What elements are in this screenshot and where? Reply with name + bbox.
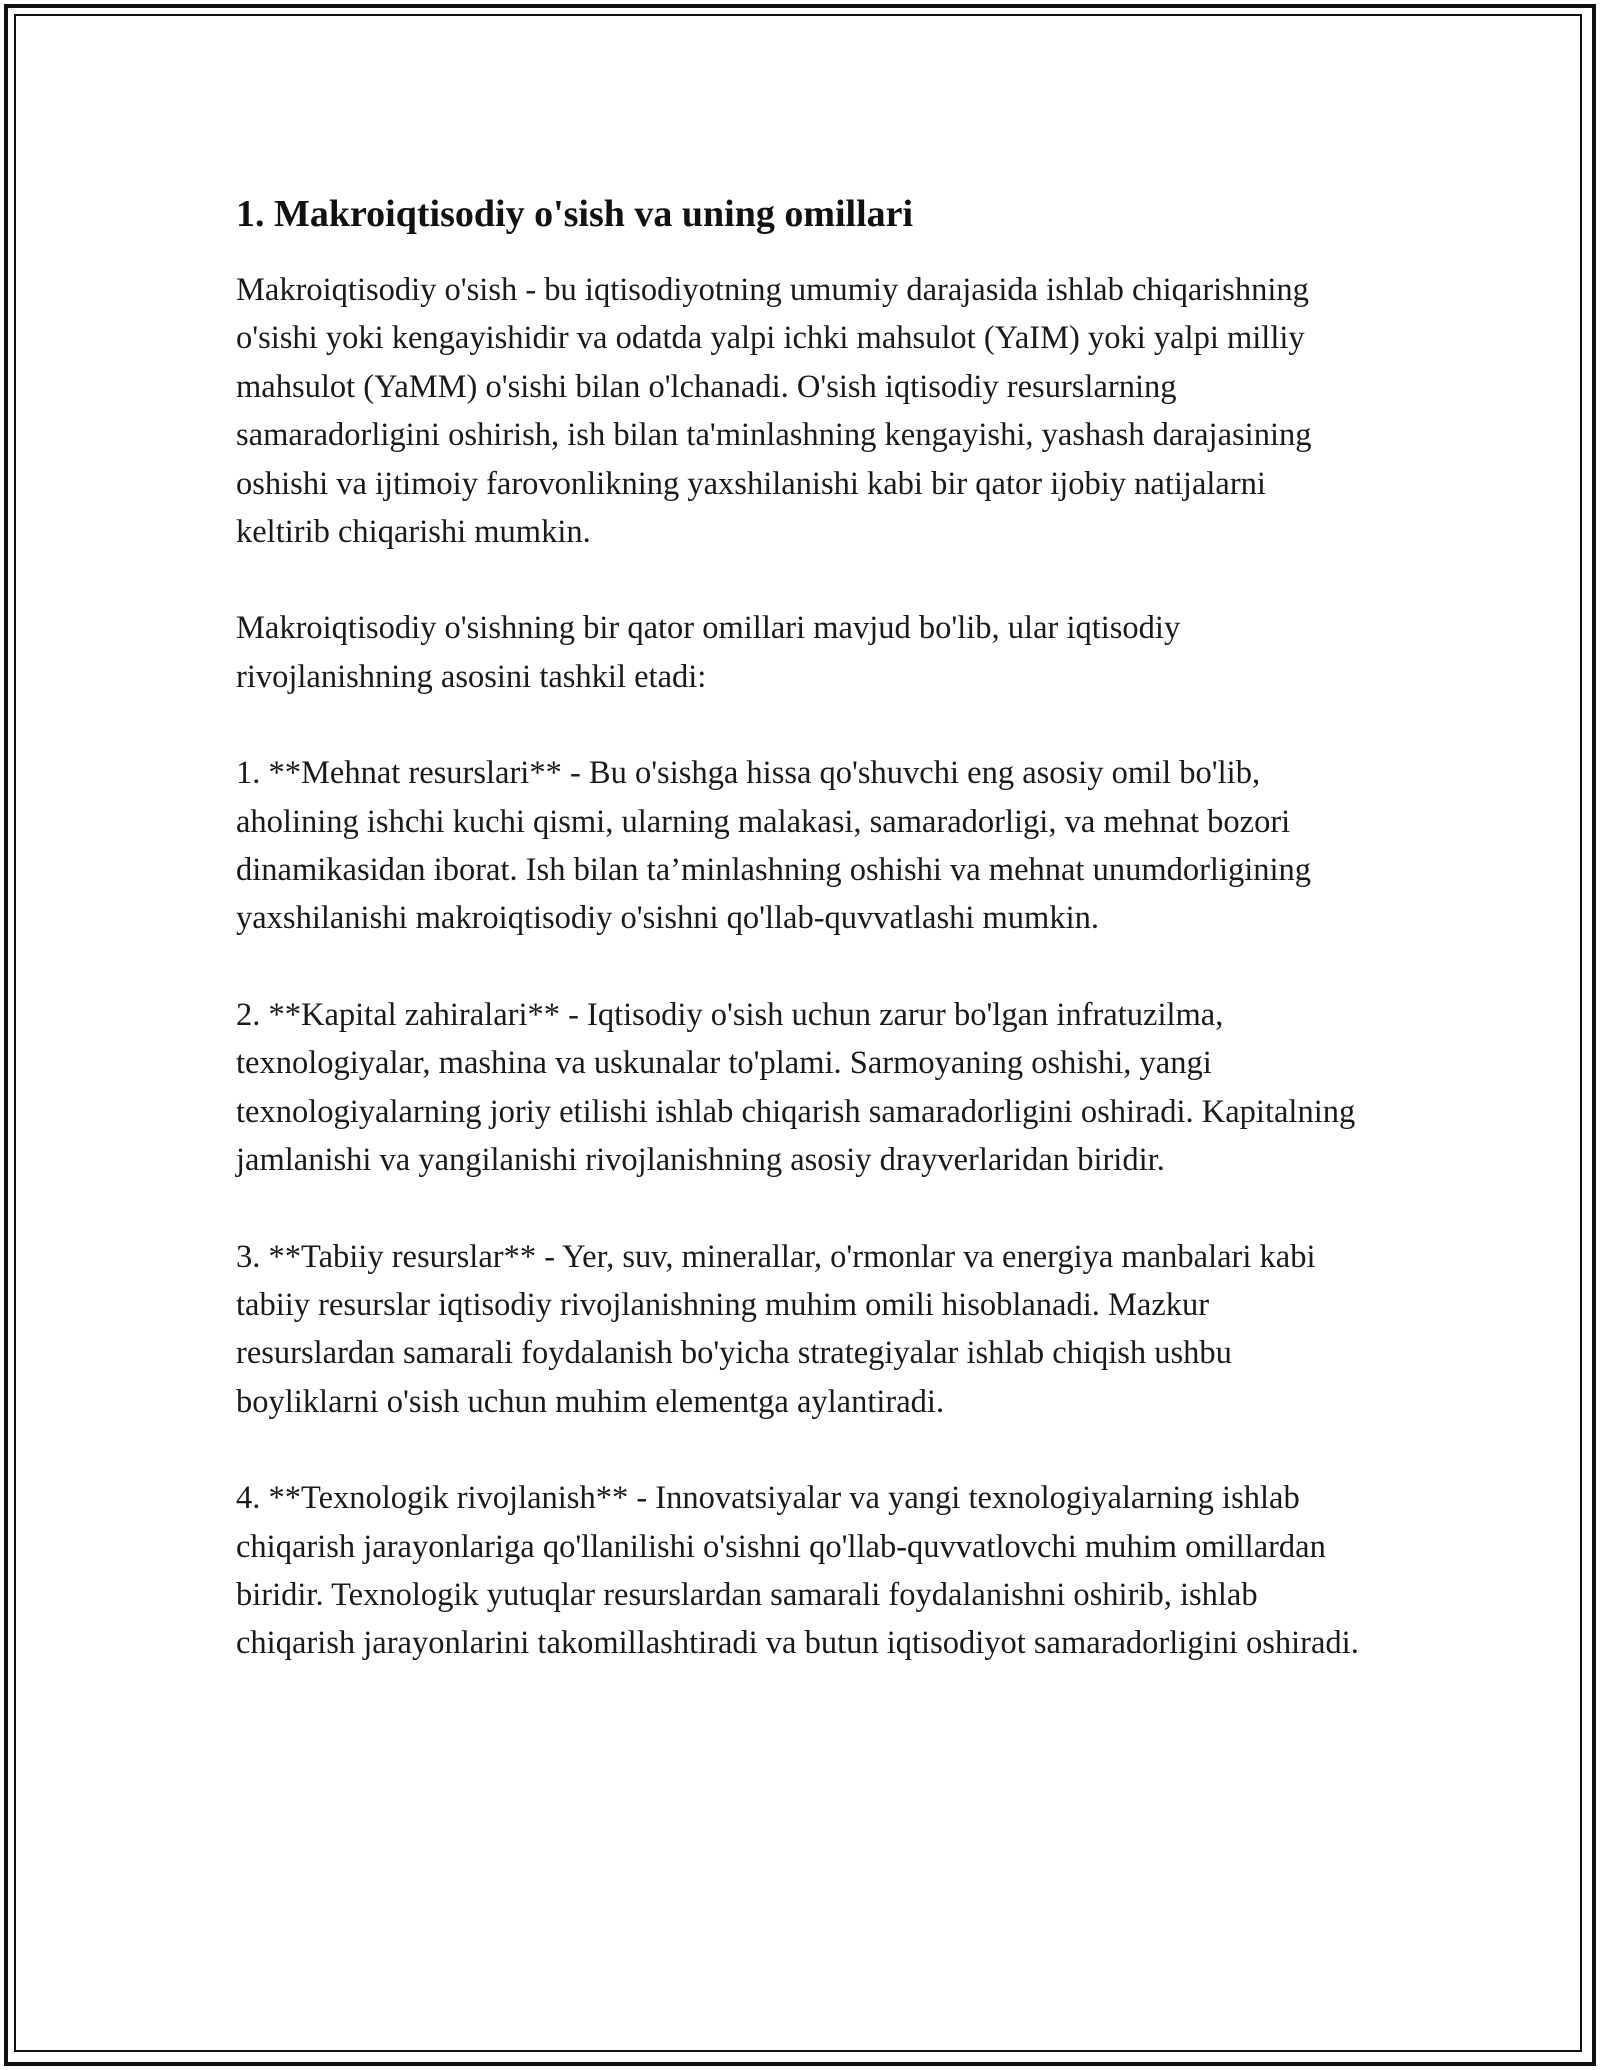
document-title: 1. Makroiqtisodiy o'sish va uning omillari: [236, 193, 914, 235]
paragraph-intro: Makroiqtisodiy o'sish - bu iqtisodiyotning umumiy darajasida ishlab chiqarishning o'sishi yoki kengayishidir va odatda yalpi ichki mahsulot (YaIM) yoki yalpi milliy mahsulot (YaMM) o'sishi bilan o'lchanadi. O'sish iqtisodiy resurslarning samaradorligini oshirish, ish bilan ta'minlashning kengayishi, yashash darajasining oshishi va ijtimoiy farovonlikning yaxshilanishi kabi bir qator ijobiy natijalarni keltirib chiqarishi mumkin.: [236, 272, 1312, 551]
paragraph-technological-development: 4. **Texnologik rivojlanish** - Innovatsiyalar va yangi texnologiyalarning ishlab chiqarish jarayonlariga qo'llanilishi o'sishni qo'llab-quvvatlovchi muhim omillardan biridir. Texnologik yutuqlar resurslardan samarali foydalanishni oshirib, ishlab chiqarish jarayonlarini takomillashtiradi va butun iqtisodiyot samaradorligini oshiradi.: [236, 1480, 1359, 1662]
document-body: [236, 188, 1366, 1668]
paragraph-labor-resources: 1. **Mehnat resurslari** - Bu o'sishga hissa qo'shuvchi eng asosiy omil bo'lib, aholining ishchi kuchi qismi, ularning malakasi, samaradorligi, va mehnat bozori dinamikasidan iborat. Ish bilan ta’minlashning oshishi va mehnat unumdorligining yaxshilanishi makroiqtisodiy o'sishni qo'llab-quvvatlashi mumkin.: [236, 755, 1312, 937]
paragraph-capital-stock: 2. **Kapital zahiralari** - Iqtisodiy o'sish uchun zarur bo'lgan infratuzilma, texnologiyalar, mashina va uskunalar to'plami. Sarmoyaning oshishi, yangi texnologiyalarning joriy etilishi ishlab chiqarish samaradorligini oshiradi. Kapitalning jamlanishi va yangilanishi rivojlanishning asosiy drayverlaridan biridir.: [236, 996, 1356, 1179]
paragraph-factors-lead: Makroiqtisodiy o'sishning bir qator omillari mavjud bo'lib, ular iqtisodiy rivojlanishning asosini tashkil etadi:: [236, 610, 1181, 695]
paragraph-natural-resources: 3. **Tabiiy resurslar** - Yer, suv, minerallar, o'rmonlar va energiya manbalari kabi tabiiy resurslar iqtisodiy rivojlanishning muhim omili hisoblanadi. Mazkur resurslardan samarali foydalanish bo'yicha strategiyalar ishlab chiqish ushbu boyliklarni o'sish uchun muhim elementga aylantiradi.: [236, 1238, 1316, 1420]
